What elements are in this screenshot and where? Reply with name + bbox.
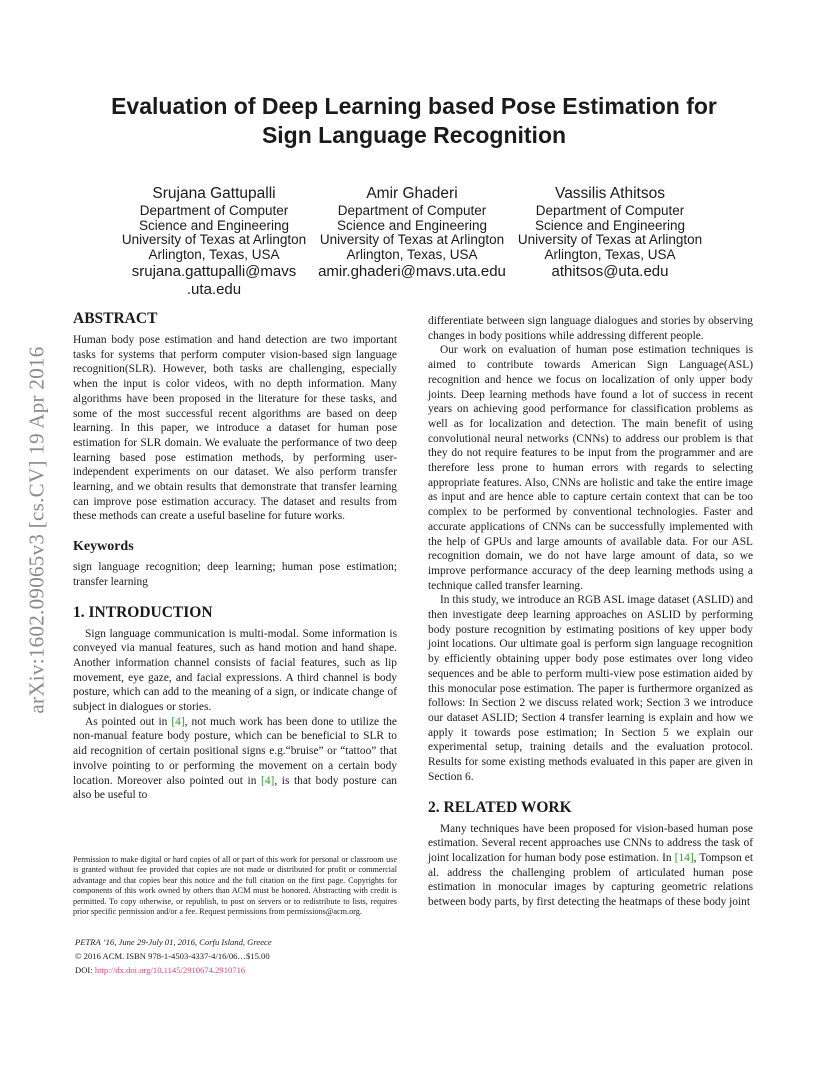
citation-link[interactable]: [4] xyxy=(171,715,185,728)
abstract-heading: ABSTRACT xyxy=(73,310,158,327)
author-location: Arlington, Texas, USA xyxy=(148,247,280,263)
text-run: , Tompson et al. address the challenging problem of articulated human pose estimation in monocular images by capturing geometric relations between body parts, by first detecting the heatmaps of these body joint xyxy=(428,851,753,909)
right-column xyxy=(428,314,753,910)
abstract-text: Human body pose estimation and hand detection are two important tasks for systems that perform computer vision-based sign language recognition(SLR). However, both tasks are challenging, especially when the input is color videos, with no depth information. Many algorithms have been proposed in the literature for these tasks, and some of the most successful recent algorithms are based on deep learning. In this paper, we introduce a dataset for human pose estimation for SLR domain. We evaluate the performance of two deep learning based pose estimation methods, by performing user-independent experiments on our dataset. We also perform transfer learning, and we obtain results that demonstrate that transfer learning can improve pose estimation accuracy. The dataset and results from these methods can create a useful baseline for future works. xyxy=(73,334,397,523)
intro-paragraph-1: Sign language communication is multi-modal. Some information is conveyed via manual features, such as hand motion and hand shape. Another information channel consists of facial features, such as lip movement, eye gaze, and facial expressions. A third channel is body posture, which can add to the meaning of a sign, or indicate change of subject in dialogues or stories. xyxy=(73,627,397,714)
introduction-heading: 1. INTRODUCTION xyxy=(73,603,213,621)
title-line-2: Sign Language Recognition xyxy=(261,122,567,148)
author-block-3 xyxy=(510,184,710,281)
author-university: University of Texas at Arlington xyxy=(121,232,307,248)
text-run: , not much work has been done to utilize the non-manual feature body posture, which can be beneficial to SLR to aid recognition of certain positional signs e.g.“bruise” or “tattoo” that involve pointing to or performing the movement on a certain body location. Moreover also pointed out in xyxy=(73,715,397,787)
author-dept: Science and Engineering xyxy=(534,217,686,233)
author-email: amir.ghaderi@mavs.uta.edu xyxy=(318,262,506,280)
spacer xyxy=(73,524,397,538)
conference-info xyxy=(75,935,395,977)
author-name: Srujana Gattupalli xyxy=(152,185,276,202)
title-line-1: Evaluation of Deep Learning based Pose Estimation for xyxy=(111,93,717,119)
permission-text: Permission to make digital or hard copies of all or part of this work for personal or classroom use is granted without fee provided that copies are not made or distributed for profit or commercial advantage and that copies bear this notice and the full citation on the first page. Copyrights for components of this work owned by others than ACM must be honored. Abstracting with credit is permitted. To copy otherwise, or republish, to post on servers or to redistribute to lists, requires prior specific permission and/or a fee. Request permissions from permissions@acm.org. xyxy=(73,855,397,917)
text-run: As pointed out in xyxy=(85,715,172,728)
spacer xyxy=(73,590,397,604)
text-run: Many techniques have been proposed for vision-based human pose estimation. Several recent approaches use CNNs to address the task of joint localization for human body pose estimation. In xyxy=(428,822,753,864)
author-email-cont: .uta.edu xyxy=(186,280,242,298)
author-email: srujana.gattupalli@mavs xyxy=(131,262,297,280)
doi-line xyxy=(75,963,395,977)
doi-label: DOI: xyxy=(75,965,95,975)
paper-title xyxy=(60,92,768,150)
related-work-paragraph-1 xyxy=(428,822,753,910)
text-run: , is that body posture can also be useful to xyxy=(73,774,398,802)
author-location: Arlington, Texas, USA xyxy=(346,247,478,263)
author-location: Arlington, Texas, USA xyxy=(544,247,676,263)
permission-notice xyxy=(73,855,397,917)
author-dept: Science and Engineering xyxy=(336,217,488,233)
author-email: athitsos@uta.edu xyxy=(551,262,669,280)
author-name: Amir Ghaderi xyxy=(366,185,458,202)
intro-paragraph-4: In this study, we introduce an RGB ASL image dataset (ASLID) and then investigate deep learning approaches on ASLID by performing body posture recognition by estimating positions of key upper body joint locations. Our ultimate goal is perform sign language recognition by efficiently obtaining upper body pose estimates over long video sequences and be able to perform multi-view pose estimation aided by this monocular pose estimation. The paper is furthermore organized as follows: In Section 2 we discuss related work; Section 3 we introduce our dataset ASLID; Section 4 transfer learning is explain and how we apply it towards pose estimation; In Section 5 we explain our experimental setup, training details and the evaluation protocol. Results for some existing methods evaluated in this paper are given in Section 6. xyxy=(428,594,753,783)
intro-paragraph-3: Our work on evaluation of human pose estimation techniques is aimed to contribute towards American Sign Language(ASL) recognition and hence we focus on localization of only upper body joints. Deep learning methods have found a lot of success in recent years on achieving good performance for classification problems as well as for localization and detection. The main benefit of using convolutional neural networks (CNNs) to address our problem is that they do not require features to be input from the programmer and are therefore less prone to human errors with regards to selecting appropriate features. Also, CNNs are holistic and take the entire image as input and are hence able to capture certain context that can be too complex to be performed by conventional technologies. Faster and accurate applications of CNNs can be successfully implemented with the help of GPUs and large amounts of available data. For our ASL recognition domain, we do not have large amount of data, so we improve performance accuracy of the deep learning methods using a technique called transfer learning. xyxy=(428,344,753,592)
doi-link[interactable]: http://dx.doi.org/10.1145/2910674.2910716 xyxy=(94,965,246,975)
arxiv-identifier: arXiv:1602.09065v3 [cs.CV] 19 Apr 2016 xyxy=(24,346,49,714)
author-block-2 xyxy=(312,184,512,281)
keywords-heading: Keywords xyxy=(73,539,134,555)
copyright-line: © 2016 ACM. ISBN 978-1-4503-4337-4/16/06…$15.00 xyxy=(75,951,270,961)
author-name: Vassilis Athitsos xyxy=(555,185,665,202)
author-dept: Department of Computer xyxy=(535,203,685,218)
keywords-text: sign language recognition; deep learning; human pose estimation; transfer learning xyxy=(73,561,397,588)
author-dept: Department of Computer xyxy=(337,203,487,218)
intro-paragraph-2 xyxy=(73,715,397,803)
intro-paragraph-continued: differentiate between sign language dialogues and stories by observing changes in body positions while addressing different people. xyxy=(428,315,753,342)
author-university: University of Texas at Arlington xyxy=(517,232,703,248)
author-dept: Science and Engineering xyxy=(138,217,290,233)
left-column xyxy=(73,310,397,803)
conference-line: PETRA ’16, June 29-July 01, 2016, Corfu Island, Greece xyxy=(75,937,272,947)
related-work-heading: 2. RELATED WORK xyxy=(428,798,572,816)
author-dept: Department of Computer xyxy=(139,203,289,218)
author-university: University of Texas at Arlington xyxy=(319,232,505,248)
citation-link[interactable]: [4] xyxy=(261,774,275,787)
spacer xyxy=(428,785,753,799)
author-block-1 xyxy=(114,184,314,299)
citation-link[interactable]: [14] xyxy=(674,851,694,864)
